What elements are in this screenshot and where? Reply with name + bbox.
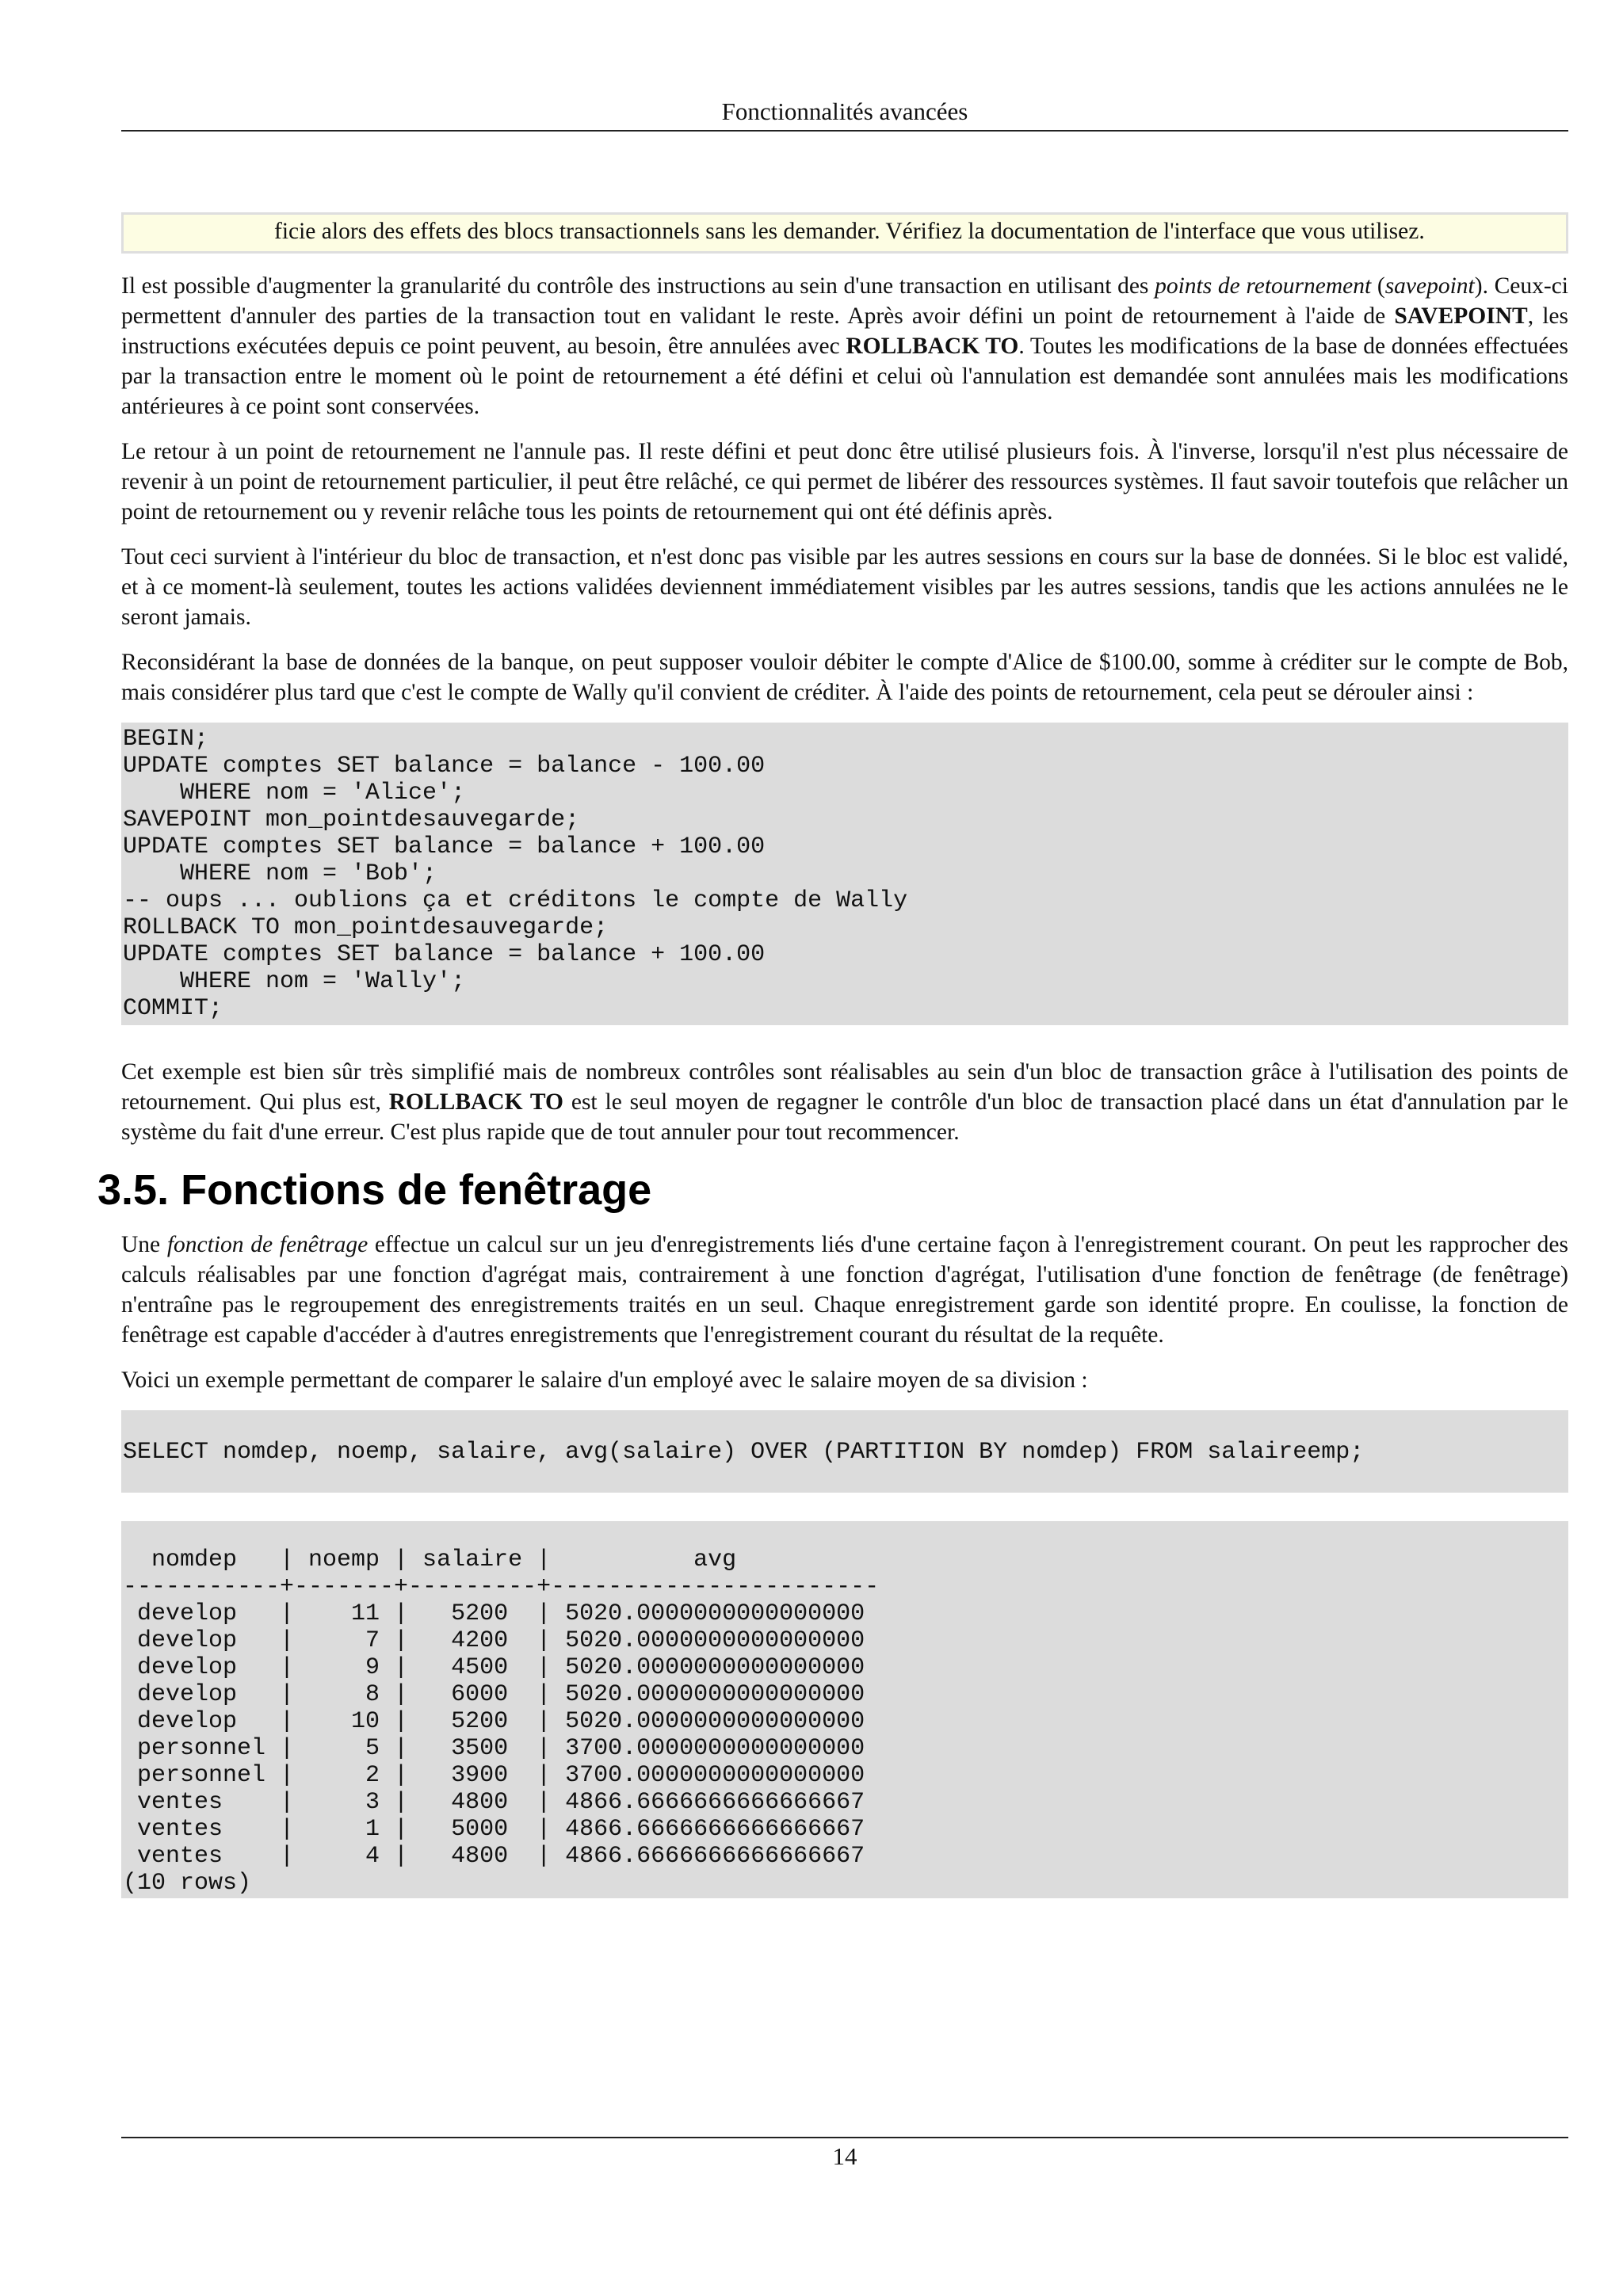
section-heading: 3.5. Fonctions de fenêtrage bbox=[97, 1166, 652, 1214]
text-run: ( bbox=[1371, 273, 1385, 299]
paragraph-bank-example: Reconsidérant la base de données de la banque, on peut supposer vouloir débiter le compte d'Alice de $100.00, somme à créditer sur le compte de Bob, mais considérer plus tard que c'est le compte de Wally qu'il convient de créditer. À l'aide des points de retournement, cela peut se dérouler ainsi : bbox=[121, 650, 1568, 705]
emphasis-term: points de retournement bbox=[1155, 273, 1372, 299]
note-text: ficie alors des effets des blocs transactionnels sans les demander. Vérifiez la documentation de l'interface que vous utilisez. bbox=[274, 219, 1425, 244]
text-run: Il est possible d'augmenter la granularité du contrôle des instructions au sein d'une transaction en utilisant des bbox=[121, 273, 1155, 299]
note-box bbox=[121, 212, 1568, 254]
text-run: Une bbox=[121, 1232, 167, 1257]
page-number: 14 bbox=[832, 2142, 857, 2170]
paragraph-savepoints bbox=[121, 271, 1568, 421]
emphasis-term: savepoint bbox=[1384, 273, 1475, 299]
text-run: Cet exemple est bien sûr très simplifié mais de nombreux contrôles sont réalisables au sein d'un bloc de transaction grâce à l'utilisation des points de retournement. Qui plus est, bbox=[121, 1059, 1568, 1115]
paragraph-window-functions bbox=[121, 1230, 1568, 1350]
code-block-result: nomdep | noemp | salaire | avg -----------+-------+---------+----------------------- develop | 11 | 5200 | 5020.0000000000000000 develop | 7 | 4200 | 5020.0000000000000000 develop | 9 | 4500 | 5020.0000000000000000 develop | 8 | 6000 | 5020.0000000000000000 develop | 10 | 5200 | 5020.0000000000000000 personnel | 5 | 3500 | 3700.0000000000000000 personnel | 2 | 3900 | 3700.0000000000000000 ventes | 3 | 4800 | 4866.6666666666666667 ventes | 1 | 5000 | 4866.6666666666666667 ventes | 4 | 4800 | 4866.6666666666666667 (10 rows) bbox=[121, 1521, 1568, 1898]
running-title: Fonctionnalités avancées bbox=[721, 97, 968, 125]
keyword: SAVEPOINT bbox=[1394, 303, 1528, 329]
text-run: . Toutes les modifications de la base de données effectuées par la transaction entre le moment où le point de retournement a été défini et celui où l'annulation est demandée sont annulées mais les modifications antérieures à ce point sont conservées. bbox=[121, 334, 1569, 419]
keyword: ROLLBACK TO bbox=[846, 334, 1019, 359]
code-block-savepoint: BEGIN; UPDATE comptes SET balance = balance - 100.00 WHERE nom = 'Alice'; SAVEPOINT mon_pointdesauvegarde; UPDATE comptes SET balance = balance + 100.00 WHERE nom = 'Bob'; -- oups ... oublions ça et créditons le compte de Wally ROLLBACK TO mon_pointdesauvegarde; UPDATE comptes SET balance = balance + 100.00 WHERE nom = 'Wally'; COMMIT; bbox=[121, 723, 1568, 1025]
text-run: effectue un calcul sur un jeu d'enregistrements liés d'une certaine façon à l'enregistrement courant. On peut les rapprocher des calculs réalisables par une fonction d'agrégat mais, contrairement à une fonction d'agrégat, l'utilisation d'une fonction de fenêtrage (de fenêtrage) n'entraîne pas le regroupement des enregistrements traités en un seul. Chaque enregistrement garde son identité propre. En coulisse, la fonction de fenêtrage est capable d'accéder à d'autres enregistrements que l'enregistrement courant du résultat de la requête. bbox=[121, 1232, 1568, 1348]
text-run: , les instructions exécutées depuis ce point peuvent, au besoin, être annulées avec bbox=[121, 303, 1568, 359]
paragraph-release: Le retour à un point de retournement ne l'annule pas. Il reste défini et peut donc être utilisé plusieurs fois. À l'inverse, lorsqu'il n'est plus nécessaire de revenir à un point de retournement particulier, il peut être relâché, ce qui permet de libérer des ressources systèmes. Il faut savoir toutefois que relâcher un point de retournement ou y revenir relâche tous les points de retournement qui ont été définis après. bbox=[121, 439, 1568, 524]
paragraph-example-intro: Voici un exemple permettant de comparer le salaire d'un employé avec le salaire moyen de sa division : bbox=[121, 1367, 1088, 1393]
text-run: est le seul moyen de regagner le contrôle d'un bloc de transaction placé dans un état d'annulation par le système du fait d'une erreur. C'est plus rapide que de tout annuler pour tout recommencer. bbox=[121, 1089, 1568, 1145]
code-block-select: SELECT nomdep, noemp, salaire, avg(salaire) OVER (PARTITION BY nomdep) FROM salaireemp; bbox=[121, 1410, 1568, 1493]
text-run: ). Ceux-ci permettent d'annuler des parties de la transaction tout en validant le reste. Après avoir défini un point de retournement à l'aide de bbox=[121, 273, 1568, 329]
paragraph-visibility: Tout ceci survient à l'intérieur du bloc de transaction, et n'est donc pas visible par les autres sessions en cours sur la base de données. Si le bloc est validé, et à ce moment-là seulement, toutes les actions validées deviennent immédiatement visibles par les autres sessions, tandis que les actions annulées ne le seront jamais. bbox=[121, 544, 1568, 630]
page-content bbox=[97, 212, 1569, 1898]
page-footer bbox=[121, 2137, 1568, 2175]
paragraph-rollback bbox=[121, 1057, 1568, 1147]
emphasis-term: fonction de fenêtrage bbox=[166, 1232, 369, 1257]
page-header bbox=[121, 93, 1568, 132]
keyword: ROLLBACK TO bbox=[388, 1089, 563, 1115]
